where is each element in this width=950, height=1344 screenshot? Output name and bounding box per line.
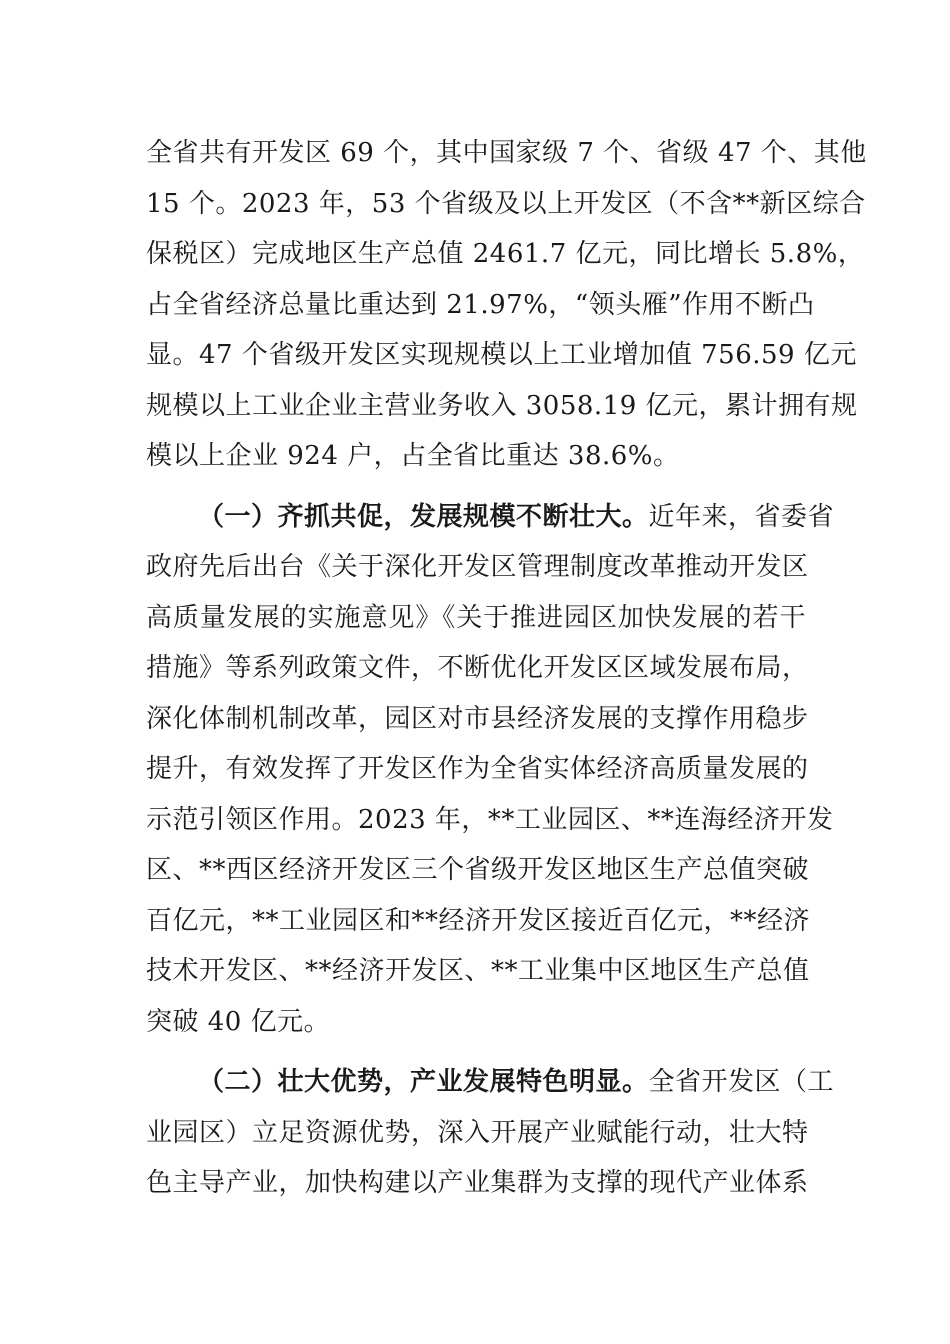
text-line: 显。47 个省级开发区实现规模以上工业增加值 756.59 亿元	[146, 340, 857, 370]
text-line: 技术开发区、**经济开发区、**工业集中区地区生产总值	[146, 956, 810, 986]
text-line: 占全省经济总量比重达到 21.97%，“领头雁”作用不断凸	[146, 289, 815, 320]
section-heading: （二）壮大优势，产业发展特色明显。	[198, 1067, 649, 1097]
section-text: 全省开发区（工	[648, 1067, 835, 1097]
section-text: 近年来，省委省	[648, 501, 835, 532]
text-line: 政府先后出台《关于深化开发区管理制度改革推动开发区	[146, 552, 809, 582]
text-line: 区、**西区经济开发区三个省级开发区地区生产总值突破	[146, 855, 810, 885]
text-line: 业园区）立足资源优势，深入开展产业赋能行动，壮大特	[146, 1117, 809, 1148]
text-line: 百亿元，**工业园区和**经济开发区接近百亿元，**经济	[146, 905, 811, 936]
text-line: 保税区）完成地区生产总值 2461.7 亿元，同比增长 5.8%，	[146, 239, 865, 269]
text-line: 突破 40 亿元。	[146, 1006, 331, 1037]
section-heading-line	[146, 492, 835, 543]
text-line: 示范引领区作用。2023 年，**工业园区、**连海经济开发	[146, 804, 834, 835]
text-line: 模以上企业 924 户，占全省比重达 38.6%。	[146, 441, 680, 471]
text-line: 规模以上工业企业主营业务收入 3058.19 亿元，累计拥有规	[146, 390, 858, 421]
paragraph-overview	[146, 128, 867, 482]
paragraph-section-1	[146, 492, 835, 1048]
text-line: 15 个。2023 年，53 个省级及以上开发区（不含**新区综合	[146, 188, 866, 219]
text-line: 全省共有开发区 69 个，其中国家级 7 个、省级 47 个、其他	[146, 138, 867, 168]
text-line: 措施》等系列政策文件，不断优化开发区区域发展布局，	[146, 653, 809, 683]
section-heading: （一）齐抓共促，发展规模不断壮大。	[198, 501, 649, 532]
text-line: 提升，有效发挥了开发区作为全省实体经济高质量发展的	[146, 754, 809, 784]
document-body	[146, 128, 867, 1219]
section-heading-line	[146, 1057, 835, 1108]
text-line: 高质量发展的实施意见》《关于推进园区加快发展的若干	[146, 602, 806, 633]
text-line: 深化体制机制改革，园区对市县经济发展的支撑作用稳步	[146, 703, 809, 734]
text-line: 色主导产业，加快构建以产业集群为支撑的现代产业体系	[146, 1168, 809, 1198]
paragraph-section-2	[146, 1057, 835, 1209]
